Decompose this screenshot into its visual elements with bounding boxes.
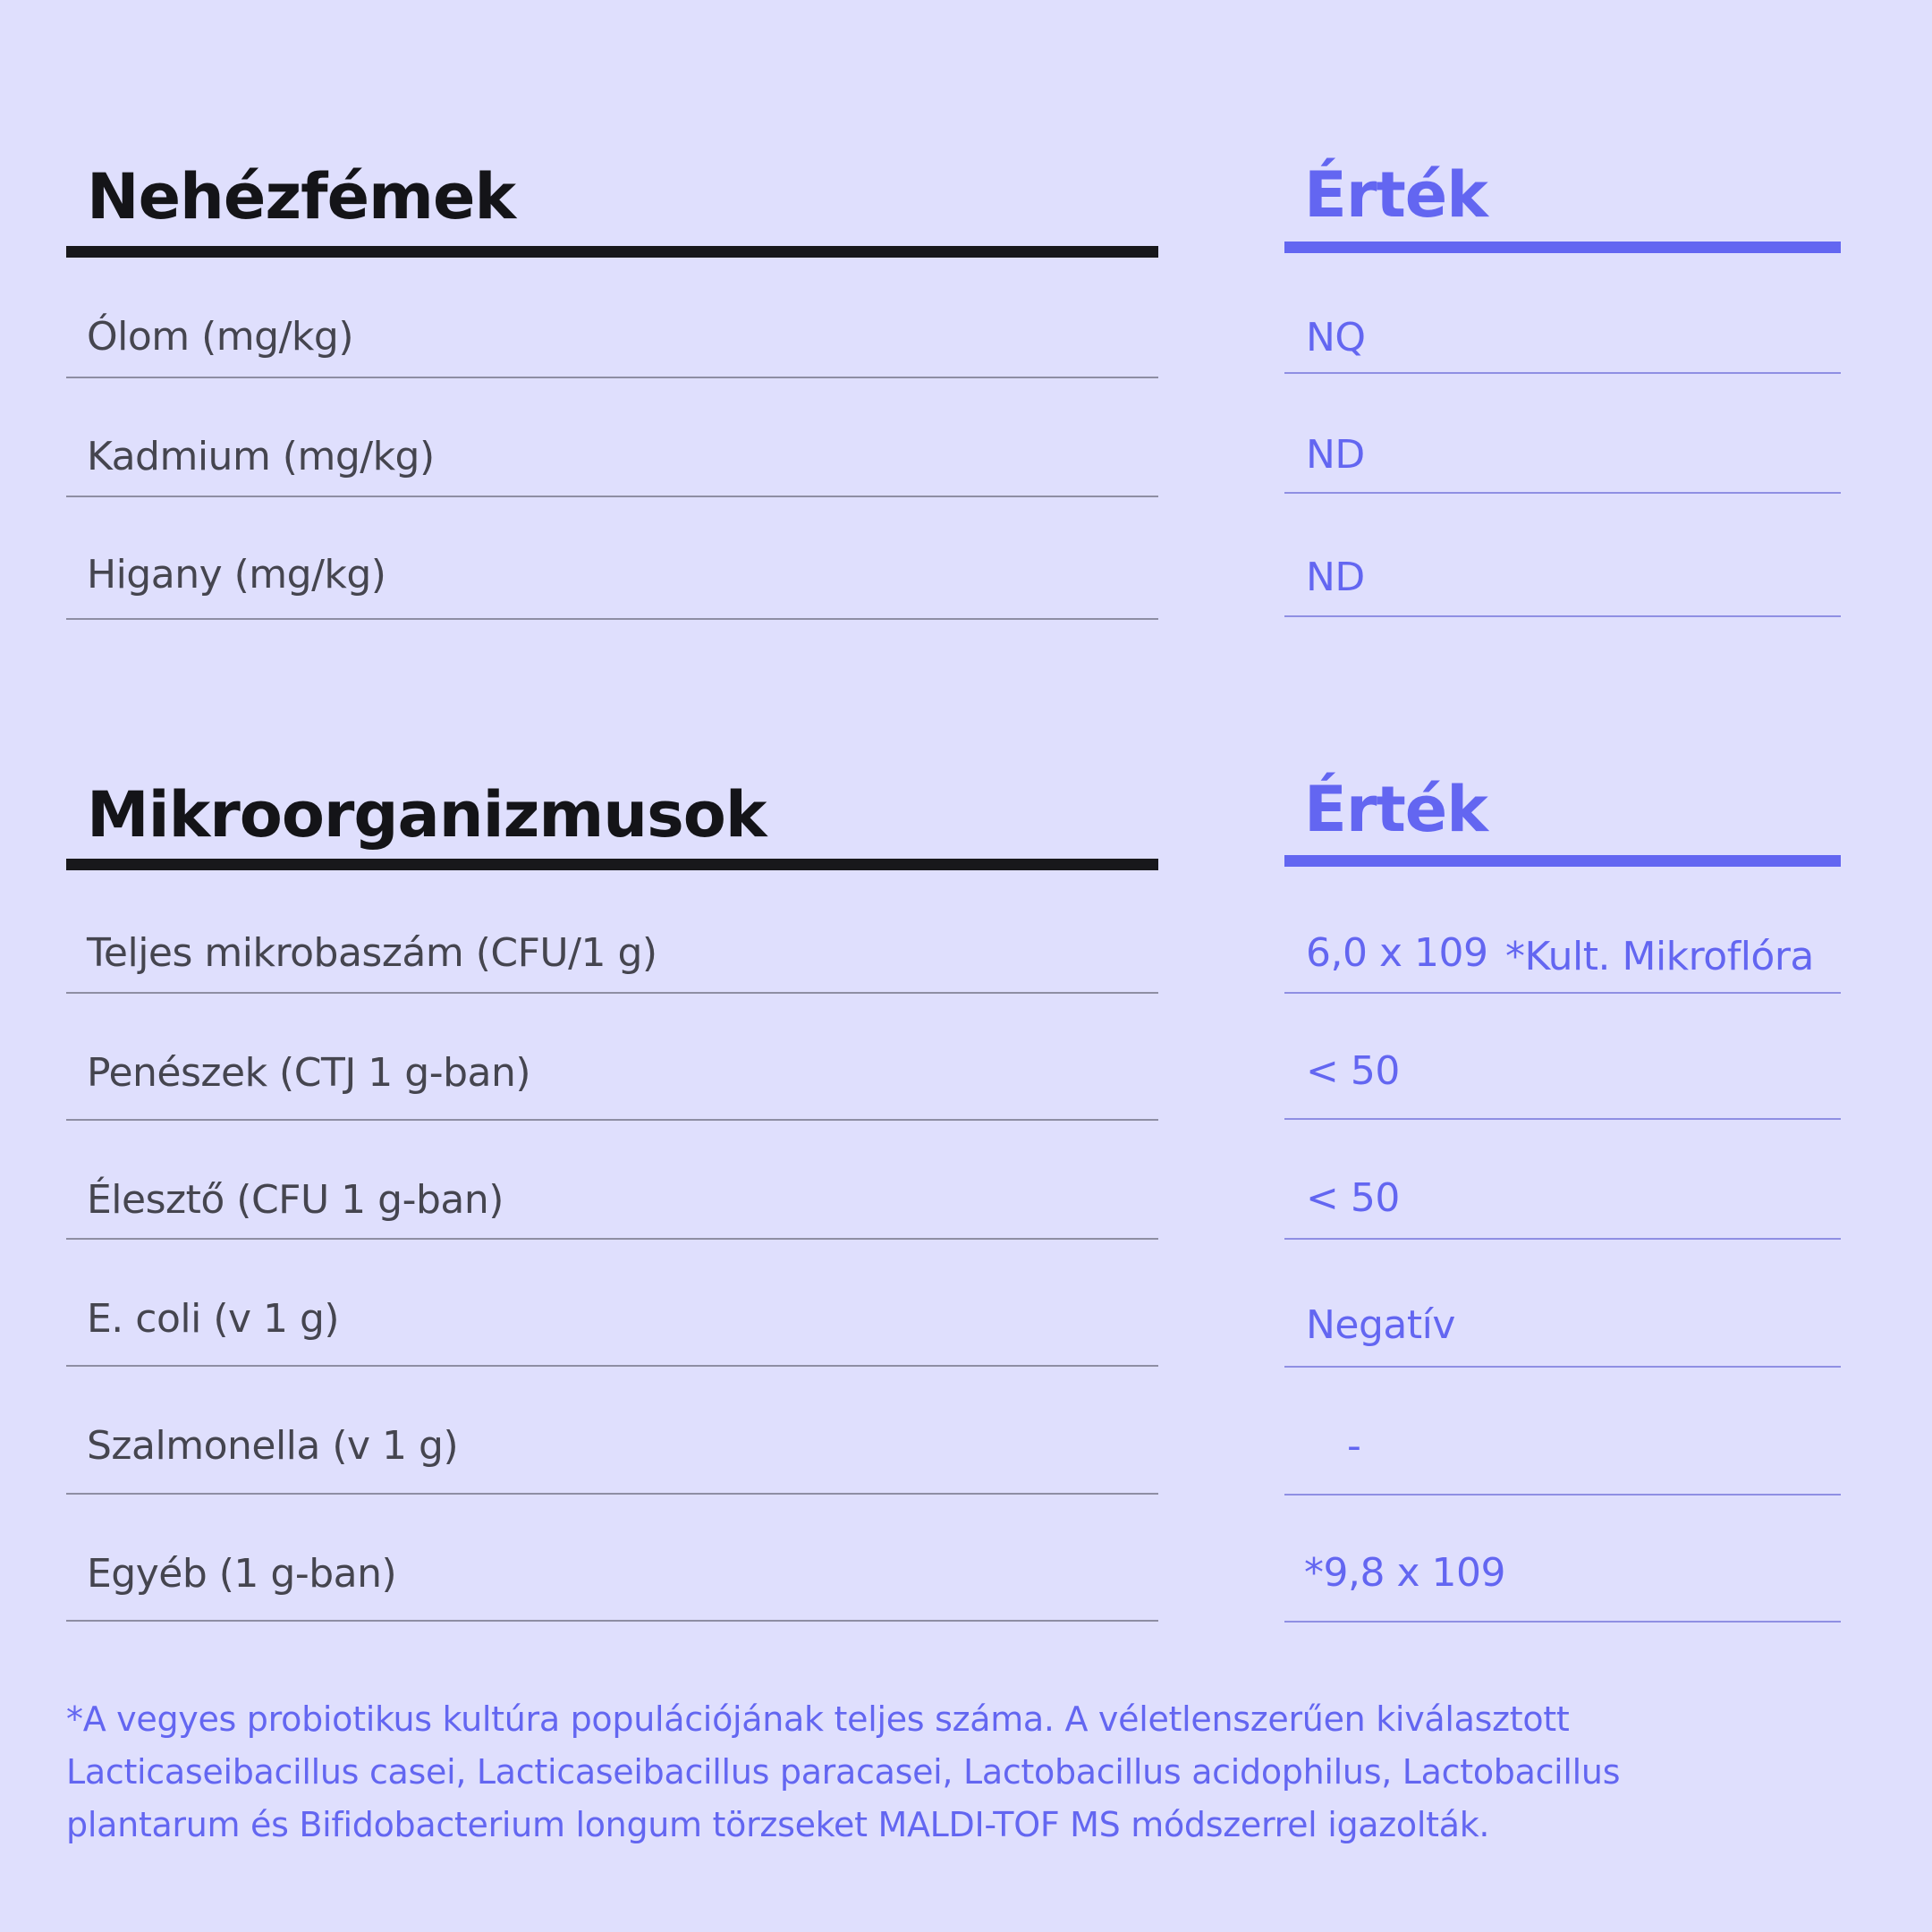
value-header-microorganisms: Érték: [1304, 773, 1487, 846]
row-label-other: Egyéb (1 g-ban): [87, 1551, 397, 1597]
row-value-molds: < 50: [1306, 1048, 1400, 1094]
row-divider: [1284, 1238, 1841, 1240]
footnote-line: Lacticaseibacillus casei, Lacticaseibacillus paracasei, Lactobacillus acidophilus, Lactobacillus: [66, 1752, 1621, 1792]
row-label-molds: Penészek (CTJ 1 g-ban): [87, 1050, 531, 1096]
section-underline-right: [1284, 855, 1841, 867]
row-label-mercury: Higany (mg/kg): [87, 552, 386, 597]
row-value-total-count: 6,0 x 109: [1306, 930, 1488, 976]
row-divider: [1284, 1118, 1841, 1120]
row-divider: [1284, 1366, 1841, 1368]
row-divider: [66, 496, 1158, 497]
row-divider: [66, 1365, 1158, 1367]
row-value-ecoli: Negatív: [1306, 1302, 1455, 1348]
row-value-other: *9,8 x 109: [1304, 1550, 1505, 1596]
row-value-yeast: < 50: [1306, 1175, 1400, 1221]
row-divider: [1284, 992, 1841, 994]
footnote-line: *A vegyes probiotikus kultúra populációjának teljes száma. A véletlenszerűen kiválasztott: [66, 1699, 1570, 1739]
section-underline-left: [66, 246, 1158, 258]
row-label-cadmium: Kadmium (mg/kg): [87, 434, 435, 479]
row-divider: [66, 1119, 1158, 1121]
row-divider: [1284, 1621, 1841, 1623]
section-underline-left: [66, 859, 1158, 870]
footnote: [66, 1693, 1882, 1852]
row-divider: [66, 377, 1158, 378]
row-note-total-count: *Kult. Mikroflóra: [1505, 934, 1814, 979]
row-divider: [66, 1493, 1158, 1495]
row-divider: [1284, 492, 1841, 494]
row-label-yeast: Élesztő (CFU 1 g-ban): [87, 1177, 504, 1223]
row-value-mercury: ND: [1306, 555, 1365, 600]
row-value-salmonella: -: [1347, 1423, 1361, 1469]
row-divider: [66, 1620, 1158, 1622]
section-title-microorganisms: Mikroorganizmusok: [87, 778, 767, 852]
row-label-total-count: Teljes mikrobaszám (CFU/1 g): [87, 930, 657, 976]
value-header-heavy-metals: Érték: [1304, 158, 1487, 232]
section-title-heavy-metals: Nehézfémek: [87, 160, 516, 233]
row-divider: [1284, 615, 1841, 617]
row-divider: [1284, 372, 1841, 374]
footnote-line: plantarum és Bifidobacterium longum törzseket MALDI-TOF MS módszerrel igazolták.: [66, 1805, 1490, 1844]
row-label-ecoli: E. coli (v 1 g): [87, 1296, 340, 1342]
row-divider: [66, 618, 1158, 620]
row-value-cadmium: ND: [1306, 432, 1365, 478]
row-divider: [66, 992, 1158, 994]
row-value-lead: NQ: [1306, 315, 1366, 360]
row-divider: [1284, 1494, 1841, 1496]
row-label-salmonella: Szalmonella (v 1 g): [87, 1423, 459, 1469]
row-label-lead: Ólom (mg/kg): [87, 314, 353, 360]
row-divider: [66, 1238, 1158, 1240]
section-underline-right: [1284, 242, 1841, 253]
